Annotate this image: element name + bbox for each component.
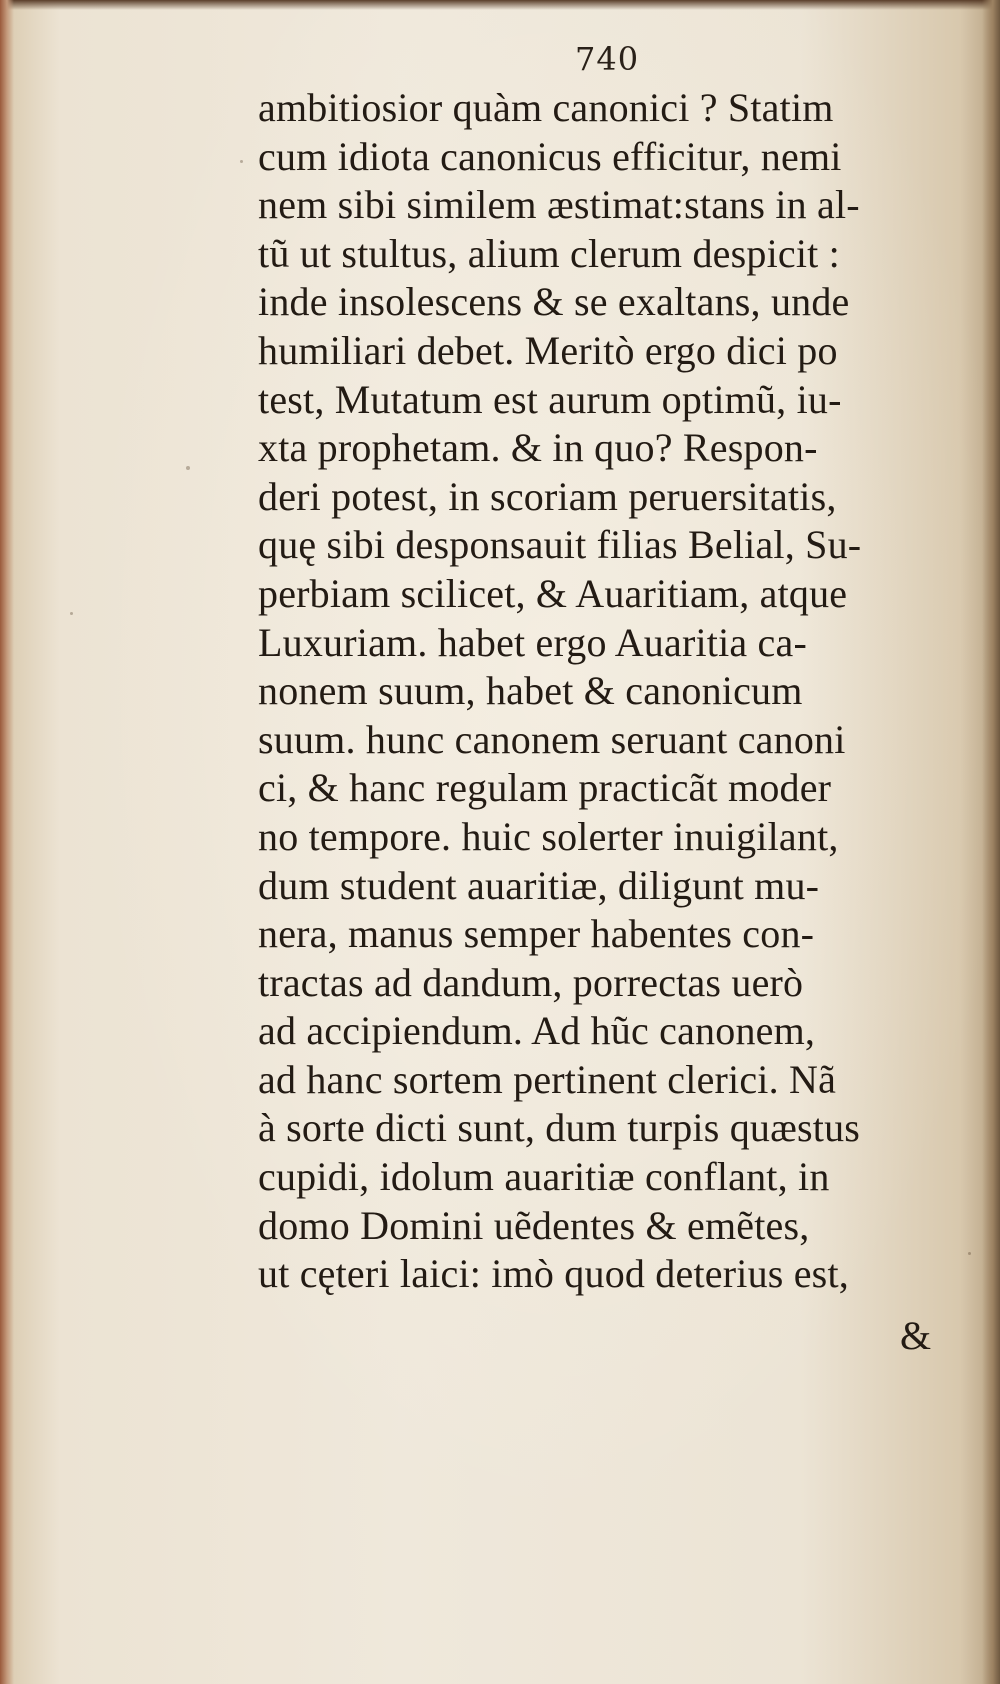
text-line: quę sibi desponsauit filias Belial, Su- <box>258 522 862 568</box>
text-line: nem sibi similem æstimat:stans in al- <box>258 182 860 228</box>
text-line: dum student auaritiæ, diligunt mu- <box>258 862 820 908</box>
text-line: ambitiosior quàm canonici ? Statim <box>258 85 834 130</box>
text-line: deri potest, in scoriam peruersitatis, <box>258 473 837 519</box>
text-line: tũ ut stultus, alium clerum despicit : <box>258 230 840 276</box>
text-line: ad hanc sortem pertinent clerici. Nã <box>258 1056 837 1102</box>
text-line: ad accipiendum. Ad hũc canonem, <box>258 1008 816 1054</box>
paper-speck <box>186 466 190 470</box>
text-line: ci, & hanc regulam practicãt moder <box>258 765 832 811</box>
text-line: ut cęteri laici: imò quod deterius est, <box>258 1251 849 1297</box>
text-line: perbiam scilicet, & Auaritiam, atque <box>258 570 848 616</box>
text-line: Luxuriam. habet ergo Auaritia ca- <box>258 619 807 665</box>
text-line: à sorte dicti sunt, dum turpis quæstus <box>258 1105 861 1151</box>
text-line: humiliari debet. Meritò ergo dici po <box>258 327 838 373</box>
text-line: xta prophetam. & in quo? Respon- <box>258 425 818 471</box>
page-left-edge <box>0 0 14 1684</box>
catchword: & <box>900 1313 932 1358</box>
text-line: tractas ad dandum, porrectas uerò <box>258 959 804 1005</box>
text-line: suum. hunc canonem seruant canoni <box>258 716 846 762</box>
text-line: inde insolescens & se exaltans, unde <box>258 279 850 325</box>
text-line: nera, manus semper habentes con- <box>258 911 815 957</box>
text-line: cum idiota canonicus efficitur, nemi <box>258 133 842 179</box>
paper-speck <box>968 1252 971 1255</box>
page-top-edge <box>0 0 1000 10</box>
page-right-edge <box>982 0 1000 1684</box>
body-text <box>258 84 958 1299</box>
text-line: nonem suum, habet & canonicum <box>258 668 803 714</box>
text-line: test, Mutatum est aurum optimũ, iu- <box>258 376 842 422</box>
paper-speck <box>240 160 243 163</box>
page-number: 740 <box>575 40 640 78</box>
text-line: no tempore. huic solerter inuigilant, <box>258 813 839 859</box>
text-line: domo Domini uẽdentes & emẽtes, <box>258 1202 810 1248</box>
text-line: cupidi, idolum auaritiæ conflant, in <box>258 1154 830 1200</box>
paper-speck <box>70 612 73 615</box>
